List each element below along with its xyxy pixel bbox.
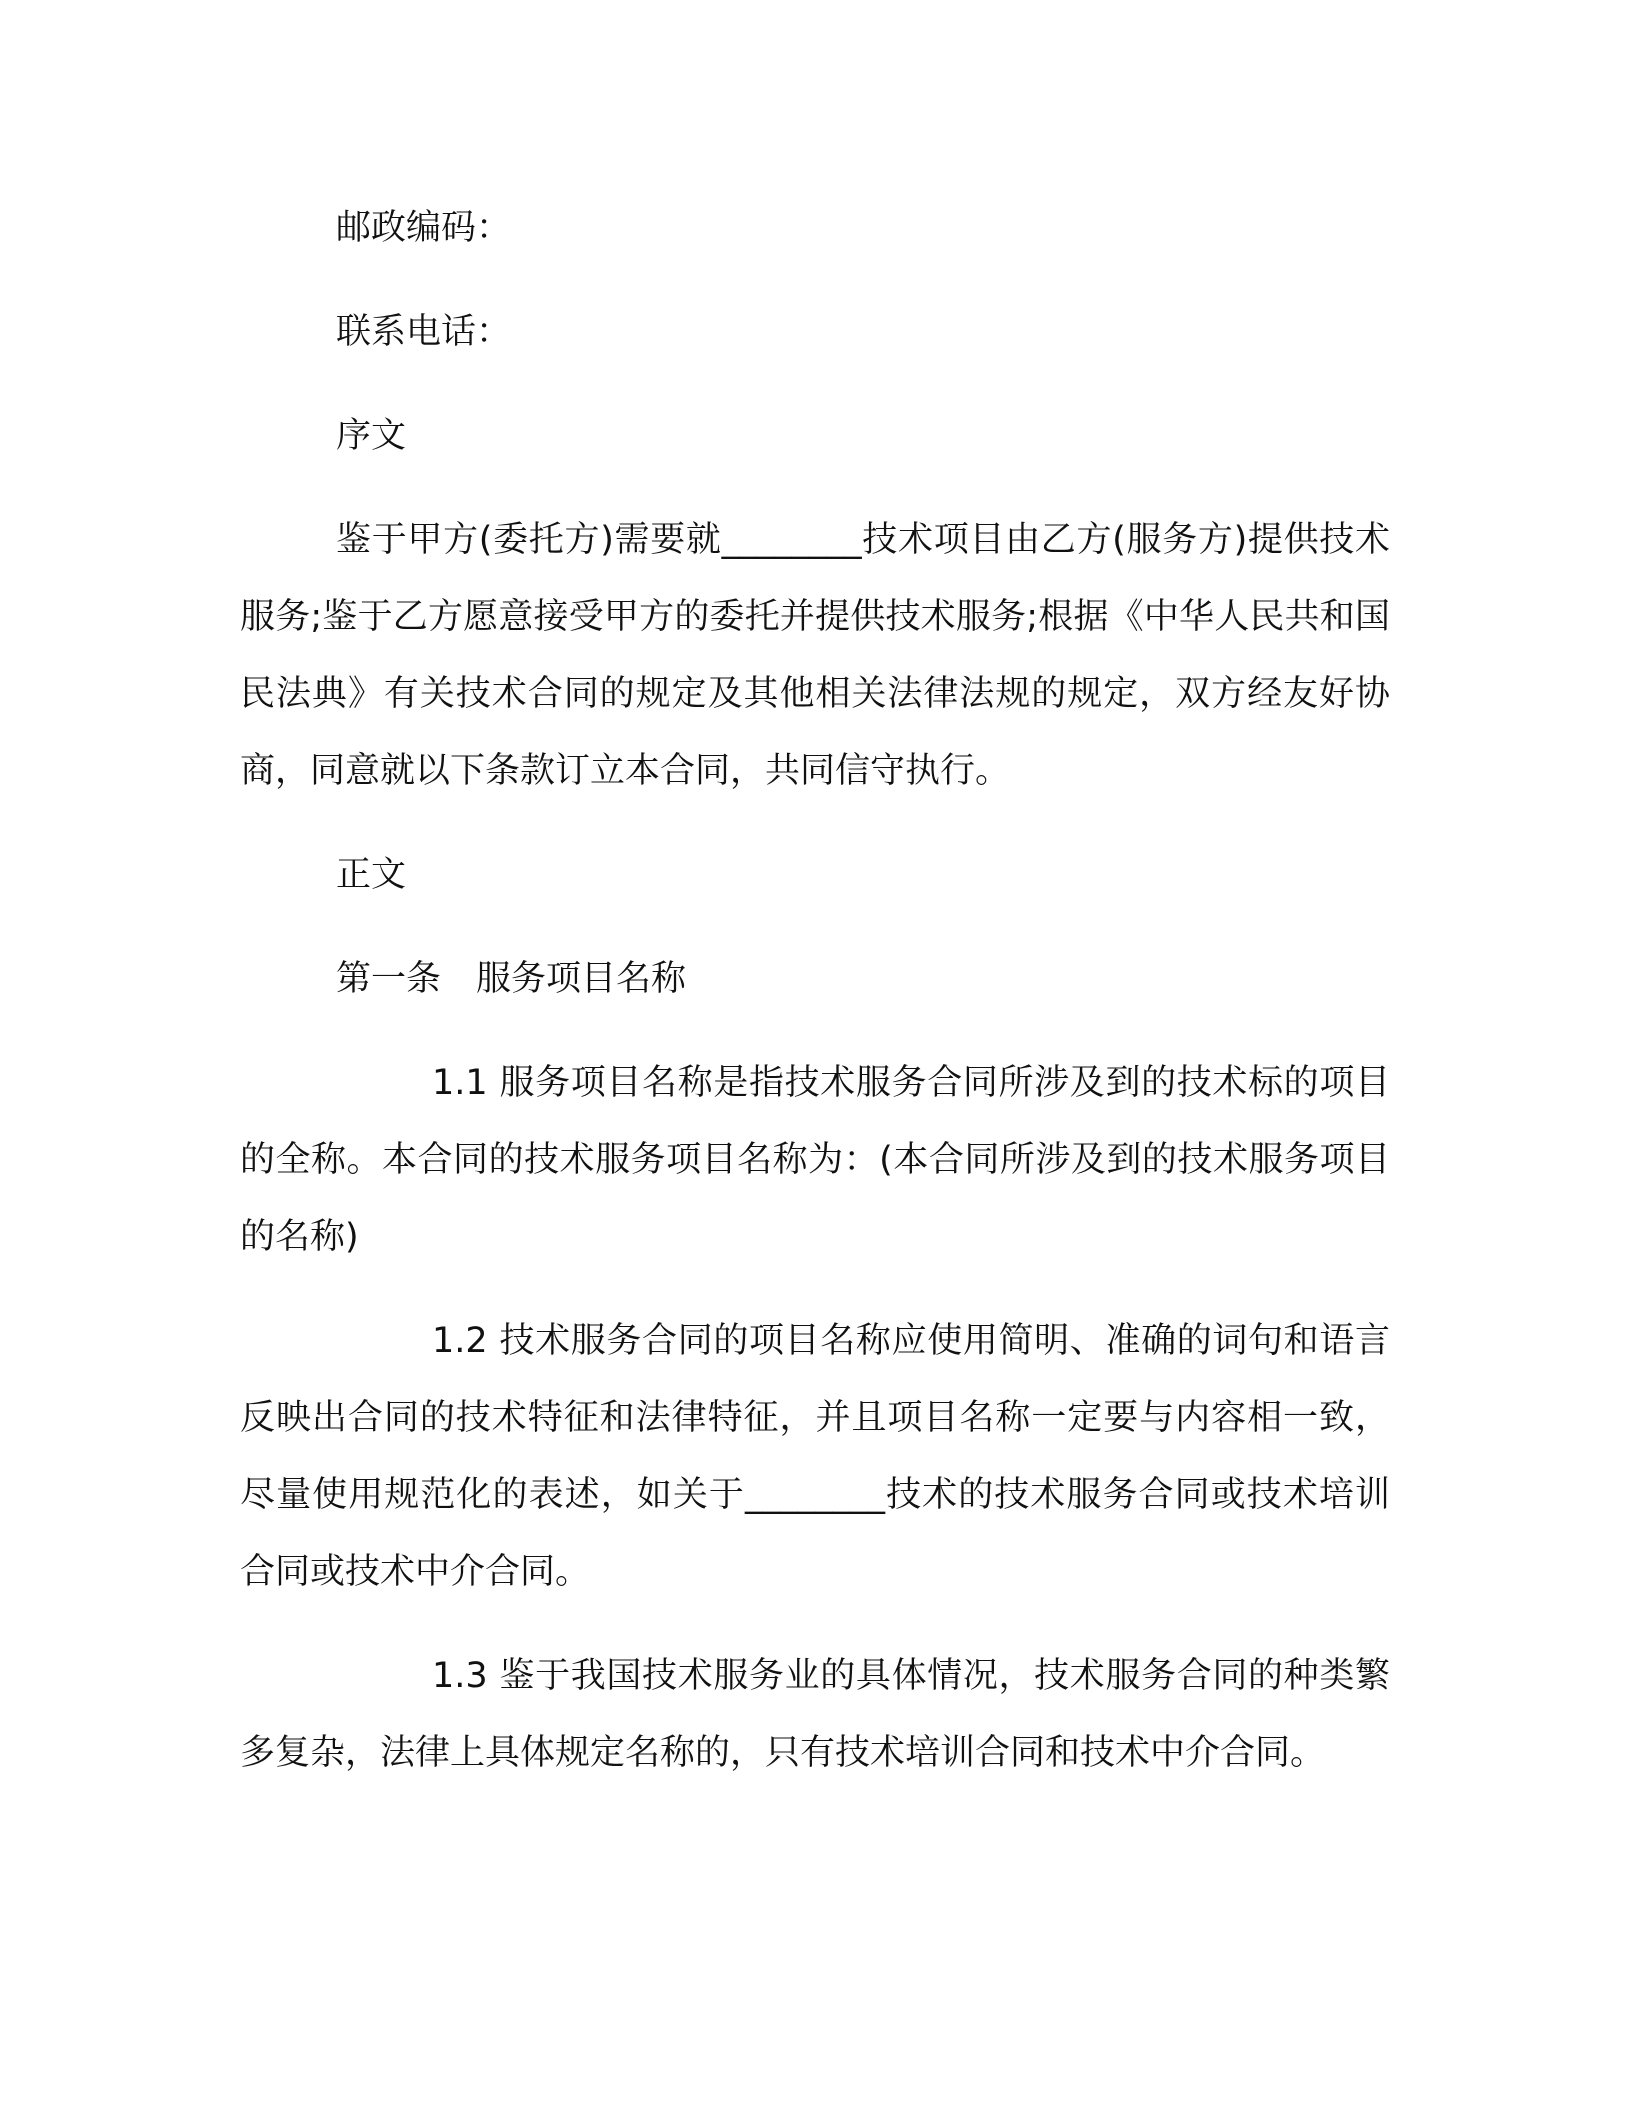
clause-1-3	[240, 1638, 1390, 1792]
article-1-title: 第一条 服务项目名称	[336, 959, 687, 999]
clause-1-1	[240, 1045, 1390, 1276]
clause-number: 1.2	[432, 1321, 488, 1361]
clause-text: 鉴于我国技术服务业的具体情况，技术服务合同的种类繁多复杂，法律上具体规定名称的，只有技术培训合同和技术中介合同。	[240, 1656, 1390, 1773]
document-body	[240, 190, 1390, 1792]
clause-text: 服务项目名称是指技术服务合同所涉及到的技术标的项目的全称。本合同的技术服务项目名称为：(本合同所涉及到的技术服务项目的名称)	[240, 1063, 1390, 1257]
preface-paragraph: 鉴于甲方(委托方)需要就________技术项目由乙方(服务方)提供技术服务;鉴于乙方愿意接受甲方的委托并提供技术服务;根据《中华人民共和国民法典》有关技术合同的规定及其他相关法律法规的规定，双方经友好协商，同意就以下条款订立本合同，共同信守执行。	[240, 520, 1390, 791]
clause-text: 技术服务合同的项目名称应使用简明、准确的词句和语言反映出合同的技术特征和法律特征，并且项目名称一定要与内容相一致，尽量使用规范化的表述，如关于________技术的技术服务合同或技术培训合同或技术中介合同。	[240, 1321, 1390, 1592]
clause-number: 1.3	[432, 1656, 488, 1696]
postal-code-label: 邮政编码：	[336, 208, 512, 248]
body-heading: 正文	[336, 855, 407, 895]
preface-heading: 序文	[336, 416, 407, 456]
phone-label: 联系电话：	[336, 312, 512, 352]
clause-number: 1.1	[432, 1063, 488, 1103]
clause-1-2	[240, 1303, 1390, 1611]
